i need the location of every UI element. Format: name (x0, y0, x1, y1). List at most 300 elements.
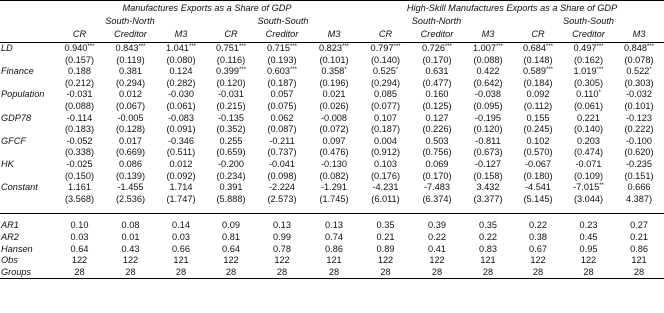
column-header: CR (206, 27, 256, 43)
coefficient-value: -0.114 (66, 112, 93, 123)
coefficient-cell (614, 136, 664, 148)
coefficient-cell (308, 113, 360, 125)
coefficient-value: 0.062 (270, 112, 294, 123)
coefficient-cell (256, 66, 308, 78)
standard-error-cell: (0.352) (216, 124, 246, 135)
coefficient-value: 0.160 (425, 89, 449, 100)
standard-error-cell: (0.303) (624, 77, 654, 88)
standard-error-cell: (0.148) (523, 54, 553, 65)
standard-error-cell: (0.226) (422, 124, 452, 135)
standard-error-cell: (2.536) (115, 193, 146, 204)
standard-error-cell: (0.067) (115, 100, 146, 111)
standard-error-cell: (1.745) (319, 193, 349, 204)
coefficient-value: 0.102 (526, 135, 550, 146)
significance-stars: *** (138, 44, 146, 50)
standard-error-row (0, 78, 664, 90)
coefficient-cell (463, 136, 513, 148)
coefficient-cell (54, 89, 105, 101)
coefficient-cell (360, 159, 411, 171)
standard-error-cell: (0.245) (523, 124, 553, 135)
standard-error-cell: (0.151) (624, 170, 654, 181)
coefficient-cell (256, 182, 308, 194)
coefficient-value: 0.525 (372, 66, 396, 77)
row-label: Hansen (1, 243, 33, 254)
standard-error-row (0, 124, 664, 136)
coefficient-cell (105, 136, 156, 148)
column-header: M3 (156, 27, 206, 43)
coefficient-cell (614, 43, 664, 55)
diagnostic-cell: 0.09 (222, 220, 240, 231)
coefficient-cell (54, 113, 105, 125)
significance-stars: *** (87, 44, 95, 50)
coefficient-value: -0.031 (217, 89, 245, 100)
significance-stars: *** (238, 44, 246, 50)
spacer-cell (411, 205, 463, 214)
diagnostic-cell: 122 (122, 255, 139, 266)
diagnostic-cell: 0.89 (376, 243, 395, 254)
diagnostic-cell: 0.23 (579, 220, 598, 231)
standard-error-cell: (0.078) (624, 54, 654, 65)
standard-error-cell: (0.170) (422, 54, 452, 65)
standard-error-cell: (0.642) (473, 77, 503, 88)
standard-error-cell: (0.026) (319, 100, 349, 111)
diagnostic-cell: 28 (411, 267, 463, 279)
diagnostic-cell: 28 (54, 267, 105, 279)
diagnostic-cell: 28 (308, 267, 360, 279)
standard-error-cell: (0.091) (166, 124, 196, 135)
coefficient-cell (411, 43, 463, 55)
coefficient-cell (463, 182, 513, 194)
significance-stars: *** (545, 67, 553, 74)
coefficient-cell (563, 43, 614, 55)
coefficient-cell (256, 113, 308, 125)
group-header: South-North (105, 16, 155, 26)
diagnostic-cell: 0.86 (325, 243, 343, 254)
coefficient-row (0, 159, 664, 171)
row-label: Obs (1, 255, 18, 266)
coefficient-cell (513, 66, 563, 78)
coefficient-value: 0.188 (68, 66, 91, 77)
coefficient-cell (614, 182, 664, 194)
coefficient-cell (206, 113, 256, 125)
standard-error-cell: (0.087) (267, 124, 297, 135)
standard-error-cell: (0.305) (573, 77, 604, 88)
coefficient-value: 0.391 (219, 182, 243, 193)
coefficient-cell (411, 66, 463, 78)
group-header: South-South (257, 16, 309, 26)
standard-error-cell: (0.095) (473, 100, 503, 111)
coefficient-cell (411, 159, 463, 171)
diagnostic-cell: 121 (480, 255, 496, 266)
significance-stars: * (395, 67, 399, 74)
coefficient-value: 0.603 (266, 66, 290, 77)
coefficient-value: 0.631 (425, 66, 449, 77)
significance-stars: * (649, 67, 652, 74)
coefficient-value: -0.083 (167, 112, 195, 123)
coefficient-value: 0.155 (526, 112, 550, 123)
diagnostic-cell: 122 (71, 255, 88, 266)
spacer-cell (0, 205, 54, 214)
coefficient-cell (105, 159, 156, 171)
diagnostic-cell: 28 (360, 267, 411, 279)
standard-error-cell: (0.234) (216, 170, 246, 181)
coefficient-cell (513, 182, 563, 194)
spacer-cell (463, 205, 513, 214)
standard-error-cell: (0.170) (422, 170, 452, 181)
coefficient-cell (54, 136, 105, 148)
coefficient-value: -0.038 (474, 89, 502, 100)
coefficient-cell (206, 182, 256, 194)
standard-error-cell: (0.282) (166, 77, 196, 88)
coefficient-value: 0.422 (476, 66, 500, 77)
coefficient-value: 0.110 (576, 89, 599, 100)
diagnostic-row (0, 232, 664, 244)
standard-error-cell: (0.112) (523, 100, 553, 111)
coefficient-cell (256, 89, 308, 101)
coefficient-value: 0.017 (119, 135, 142, 146)
diagnostic-cell: 0.66 (172, 243, 190, 254)
diagnostic-cell: 0.81 (222, 231, 240, 242)
row-label: AR2 (1, 231, 19, 242)
coefficient-value: -0.127 (474, 158, 502, 169)
coefficient-cell (563, 182, 614, 194)
standard-error-cell: (0.669) (115, 147, 146, 158)
coefficient-value: 0.057 (270, 89, 294, 100)
coefficient-cell (360, 89, 411, 101)
coefficient-cell (360, 43, 411, 55)
coefficient-cell (563, 159, 614, 171)
coefficient-cell (360, 182, 411, 194)
column-header: Creditor (411, 27, 463, 43)
row-label: GDP78 (1, 112, 32, 123)
coefficient-value: 0.823 (318, 43, 342, 53)
coefficient-value: 0.069 (425, 158, 449, 169)
coefficient-cell (156, 113, 206, 125)
coefficient-cell (105, 66, 156, 78)
standard-error-cell: (0.088) (473, 54, 503, 65)
coefficient-cell (513, 89, 563, 101)
coefficient-cell (614, 113, 664, 125)
diagnostic-cell: 28 (463, 267, 513, 279)
significance-stars: *** (596, 67, 604, 74)
coefficient-value: 0.503 (425, 135, 449, 146)
coefficient-row (0, 182, 664, 194)
coefficient-value: 0.843 (115, 43, 139, 53)
coefficient-value: 0.097 (322, 135, 346, 146)
coefficient-cell (360, 136, 411, 148)
diagnostic-cell: 0.22 (479, 231, 497, 242)
standard-error-cell: (0.092) (166, 170, 196, 181)
coefficient-cell (206, 66, 256, 78)
coefficient-value: 0.203 (577, 135, 600, 146)
coefficient-cell (54, 43, 105, 55)
coefficient-value: -4.231 (372, 182, 399, 193)
coefficient-value: 0.103 (374, 158, 397, 169)
standard-error-row (0, 147, 664, 159)
column-header: CR (54, 27, 105, 43)
coefficient-value: 1.041 (165, 43, 189, 53)
coefficient-cell (105, 182, 156, 194)
coefficient-cell (463, 159, 513, 171)
column-header: M3 (614, 27, 664, 43)
coefficient-cell (206, 89, 256, 101)
diagnostic-cell: 122 (223, 255, 239, 266)
significance-stars: *** (545, 44, 553, 50)
standard-error-cell: (0.570) (523, 147, 553, 158)
standard-error-cell: (0.150) (64, 170, 95, 181)
coefficient-cell (513, 113, 563, 125)
row-label: LD (1, 43, 13, 53)
significance-stars: *** (647, 44, 655, 50)
significance-stars: *** (188, 44, 196, 50)
standard-error-cell: (0.511) (166, 147, 196, 158)
spacer-cell (256, 205, 308, 214)
coefficient-value: 0.497 (573, 43, 597, 53)
empty-label (0, 194, 54, 206)
coefficient-value: 1.007 (472, 43, 496, 53)
standard-error-cell: (1.747) (166, 193, 196, 204)
standard-error-cell: (0.183) (64, 124, 95, 135)
coefficient-value: 0.127 (425, 112, 449, 123)
coefficient-cell (563, 89, 614, 101)
spacer-cell (614, 205, 664, 214)
coefficient-value: -0.005 (117, 112, 144, 123)
diagnostic-cell: 0.86 (630, 243, 648, 254)
diagnostic-cell: 28 (156, 267, 206, 279)
coefficient-value: -0.130 (320, 158, 348, 169)
spacer-cell (206, 205, 256, 214)
diagnostic-cell: 122 (274, 255, 290, 266)
diagnostic-cell: 28 (513, 267, 563, 279)
coefficient-value: -0.067 (524, 158, 552, 169)
coefficient-value: -0.041 (268, 158, 296, 169)
coefficient-row (0, 113, 664, 125)
standard-error-row (0, 171, 664, 183)
coefficient-value: 0.221 (577, 112, 600, 123)
coefficient-value: -0.123 (625, 112, 653, 123)
coefficient-cell (513, 159, 563, 171)
standard-error-cell: (3.377) (473, 193, 503, 204)
significance-stars: *** (495, 44, 503, 50)
diagnostic-cell: 0.13 (325, 220, 343, 231)
coefficient-value: 0.092 (526, 89, 550, 100)
diagnostic-cell: 0.95 (579, 243, 598, 254)
standard-error-cell: (6.374) (422, 193, 452, 204)
standard-error-cell: (0.139) (115, 170, 146, 181)
coefficient-value: 0.940 (64, 43, 88, 53)
coefficient-cell (206, 136, 256, 148)
significance-stars: *** (596, 44, 604, 50)
coefficient-cell (360, 66, 411, 78)
coefficient-value: -0.200 (217, 158, 245, 169)
column-header: CR (360, 27, 411, 43)
standard-error-row (0, 194, 664, 206)
diagnostic-cell: 0.67 (529, 243, 547, 254)
coefficient-cell (411, 113, 463, 125)
diagnostic-row (0, 220, 664, 232)
standard-error-row (0, 101, 664, 113)
coefficient-value: -0.030 (167, 89, 195, 100)
spacer-row (0, 205, 664, 214)
diagnostic-cell: 0.13 (273, 220, 291, 231)
coefficient-cell (308, 89, 360, 101)
column-header: M3 (463, 27, 513, 43)
diagnostic-cell: 0.43 (121, 243, 140, 254)
coefficient-cell (563, 136, 614, 148)
coefficient-cell (463, 113, 513, 125)
standard-error-cell: (0.119) (116, 54, 145, 65)
coefficient-value: -0.811 (475, 135, 501, 146)
column-header: Creditor (256, 27, 308, 43)
standard-error-cell: (0.075) (267, 100, 297, 111)
diagnostic-cell: 0.35 (479, 220, 497, 231)
coefficient-cell (411, 136, 463, 148)
diagnostic-cell: 0.38 (529, 231, 547, 242)
coefficient-value: 3.432 (476, 182, 500, 193)
diagnostic-cell: 28 (563, 267, 614, 279)
coefficient-cell (614, 159, 664, 171)
coefficient-value: 0.751 (215, 43, 239, 53)
coefficient-value: -0.032 (625, 89, 653, 100)
significance-stars: *** (289, 44, 297, 50)
coefficient-cell (156, 66, 206, 78)
coefficient-row (0, 66, 664, 78)
standard-error-cell: (0.756) (422, 147, 452, 158)
coefficient-cell (54, 182, 105, 194)
coefficient-cell (156, 136, 206, 148)
standard-error-cell: (0.101) (319, 54, 349, 65)
standard-error-cell: (0.116) (216, 54, 246, 65)
diagnostic-cell: 0.14 (172, 220, 190, 231)
coefficient-value: 0.004 (374, 135, 397, 146)
coefficient-cell (563, 66, 614, 78)
coefficient-cell (614, 66, 664, 78)
standard-error-cell: (0.212) (64, 77, 95, 88)
standard-error-cell: (0.912) (370, 147, 401, 158)
column-header: M3 (308, 27, 360, 43)
empty-label (0, 147, 54, 159)
coefficient-cell (156, 43, 206, 55)
diagnostic-cell: 0.83 (479, 243, 497, 254)
row-label: Population (1, 89, 45, 100)
standard-error-cell: (0.098) (267, 170, 297, 181)
super-header-high-skill: High-Skill Manufactures Exports as a Share of GDP (360, 1, 664, 16)
standard-error-cell: (0.061) (166, 100, 196, 111)
coefficient-value: 0.086 (119, 158, 142, 169)
diagnostic-cell: 121 (631, 255, 647, 266)
coefficient-value: -0.071 (575, 158, 602, 169)
diagnostic-cell: 0.74 (325, 231, 343, 242)
standard-error-cell: (0.140) (573, 124, 604, 135)
spacer-cell (105, 205, 156, 214)
diagnostic-cell: 0.21 (376, 231, 395, 242)
standard-error-cell: (3.044) (573, 193, 604, 204)
coefficient-value: -0.031 (66, 89, 93, 100)
coefficient-cell (513, 136, 563, 148)
standard-error-cell: (0.659) (216, 147, 246, 158)
significance-stars: *** (393, 44, 401, 50)
standard-error-cell: (0.140) (370, 54, 401, 65)
coefficient-value: -1.291 (320, 182, 348, 193)
spacer-cell (563, 205, 614, 214)
standard-error-cell: (0.476) (319, 147, 349, 158)
coefficient-cell (614, 89, 664, 101)
coefficient-value: 0.124 (169, 66, 193, 77)
empty-label (0, 124, 54, 136)
diagnostic-cell: 0.64 (222, 243, 240, 254)
empty-label (0, 78, 54, 90)
standard-error-cell: (0.187) (370, 124, 401, 135)
standard-error-cell: (3.568) (64, 193, 95, 204)
row-label: HK (1, 158, 14, 169)
coefficient-value: -1.455 (117, 182, 144, 193)
coefficient-value: 0.797 (370, 43, 394, 53)
standard-error-cell: (0.158) (473, 170, 503, 181)
coefficient-value: 0.399 (215, 66, 239, 77)
coefficient-cell (256, 136, 308, 148)
coefficient-cell (54, 159, 105, 171)
diagnostic-cell: 0.03 (172, 231, 190, 242)
coefficient-cell (156, 182, 206, 194)
coefficient-cell (156, 159, 206, 171)
row-label: Groups (0, 267, 54, 279)
coefficient-value: -0.195 (474, 112, 502, 123)
coefficient-value: -0.235 (625, 158, 653, 169)
diagnostic-cell: 0.08 (121, 220, 140, 231)
coefficient-value: -2.224 (268, 182, 296, 193)
coefficient-value: -0.052 (66, 135, 93, 146)
diagnostic-cell: 0.41 (428, 243, 446, 254)
standard-error-cell: (5.888) (216, 193, 246, 204)
spacer-cell (308, 205, 360, 214)
standard-error-cell: (0.180) (523, 170, 553, 181)
coefficient-value: 0.012 (119, 89, 142, 100)
group-header: South-North (411, 16, 462, 26)
coefficient-cell (256, 159, 308, 171)
coefficient-value: 0.589 (522, 66, 546, 77)
standard-error-cell: (0.294) (370, 77, 401, 88)
standard-error-cell: (0.101) (624, 100, 654, 111)
coefficient-cell (308, 43, 360, 55)
diagnostic-cell: 0.99 (273, 231, 291, 242)
spacer-cell (156, 205, 206, 214)
significance-stars: * (344, 67, 347, 74)
diagnostic-row (0, 255, 664, 267)
diagnostic-cell: 122 (530, 255, 546, 266)
standard-error-cell: (0.474) (573, 147, 604, 158)
coefficient-value: 0.107 (374, 112, 397, 123)
coefficient-row (0, 89, 664, 101)
coefficient-row (0, 43, 664, 55)
coefficient-cell (308, 182, 360, 194)
coefficient-value: -0.008 (320, 112, 348, 123)
coefficient-value: 0.021 (322, 89, 346, 100)
significance-stars: *** (238, 67, 246, 74)
diagnostic-cell: 28 (614, 267, 664, 279)
diagnostic-cell: 0.22 (428, 231, 446, 242)
standard-error-cell: (0.082) (319, 170, 349, 181)
standard-error-cell: (2.573) (267, 193, 297, 204)
diagnostic-cell: 122 (580, 255, 597, 266)
standard-error-cell: (5.145) (523, 193, 553, 204)
coefficient-value: -7.483 (423, 182, 451, 193)
coefficient-value: -7.015 (573, 182, 600, 193)
standard-error-cell: (0.157) (64, 54, 95, 65)
diagnostic-row (0, 244, 664, 256)
standard-error-cell: (0.294) (115, 77, 146, 88)
coefficient-cell (463, 66, 513, 78)
diagnostic-cell: 0.78 (273, 243, 291, 254)
